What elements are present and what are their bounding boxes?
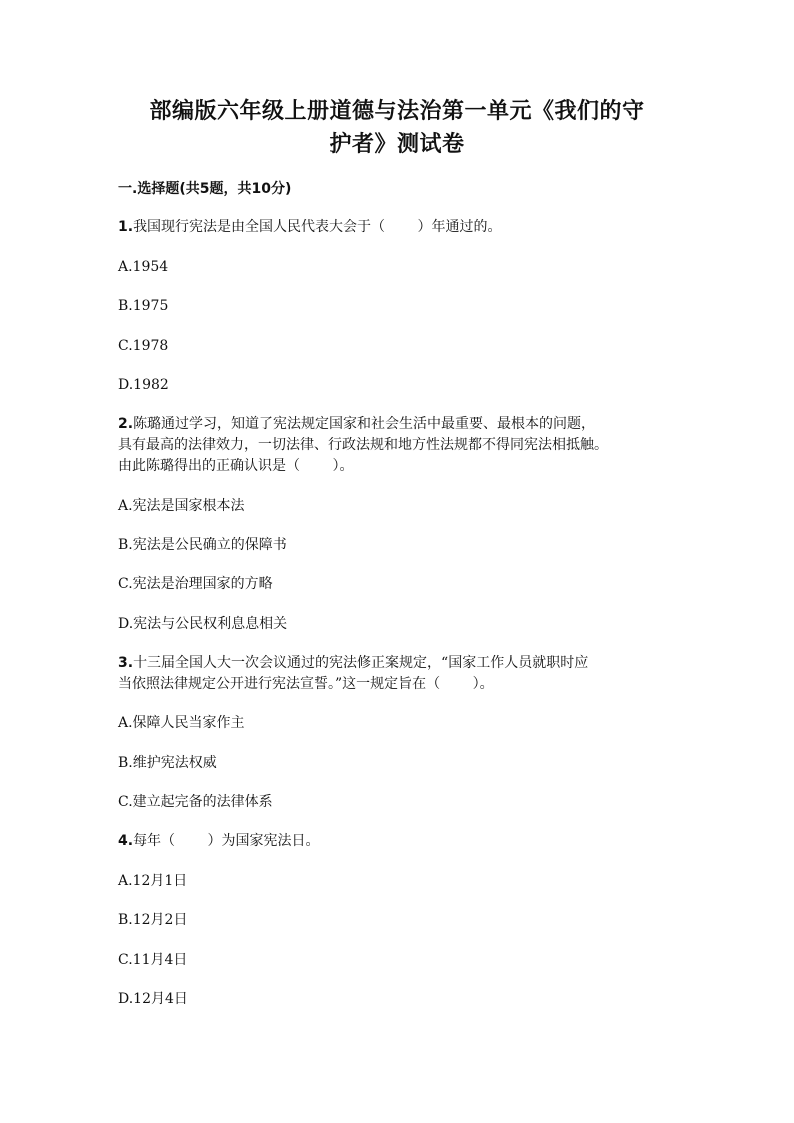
- question-text: 我国现行宪法是由全国人民代表大会于（ ）年通过的。: [133, 219, 502, 235]
- q3-option-a: A.保障人民当家作主: [118, 715, 245, 731]
- q2-option-c: C.宪法是治理国家的方略: [118, 576, 273, 592]
- question-3-line-2: 当依照法律规定公开进行宪法宣誓。”这一规定旨在（ ）。: [118, 676, 494, 692]
- question-2-line-2: 具有最高的法律效力，一切法律、行政法规和地方性法规都不得同宪法相抵触。: [118, 437, 608, 453]
- question-4: [118, 831, 320, 851]
- q2-option-d: D.宪法与公民权利息息相关: [118, 616, 288, 632]
- section-heading: 一.选择题(共5题，共10分): [118, 181, 292, 197]
- q3-option-c: C.建立起完备的法律体系: [118, 794, 273, 810]
- q2-option-a: A.宪法是国家根本法: [118, 498, 245, 514]
- q4-option-d: D.12月4日: [118, 991, 188, 1007]
- question-text-line-1: 十三届全国人大一次会议通过的宪法修正案规定，“国家工作人员就职时应: [133, 655, 589, 671]
- q3-option-b: B.维护宪法权威: [118, 755, 217, 771]
- q2-option-b: B.宪法是公民确立的保障书: [118, 537, 287, 553]
- q4-option-b: B.12月2日: [118, 912, 188, 928]
- question-text: 每年（ ）为国家宪法日。: [133, 833, 320, 849]
- document-title-line-1: 部编版六年级上册道德与法治第一单元《我们的守: [149, 99, 645, 124]
- question-number: 1.: [118, 219, 134, 235]
- q4-option-a: A.12月1日: [118, 873, 188, 889]
- question-number: 3.: [118, 655, 134, 671]
- question-2: [118, 414, 595, 434]
- q1-option-d: D.1982: [118, 377, 169, 393]
- question-1: [118, 217, 502, 237]
- question-3: [118, 653, 588, 673]
- q1-option-c: C.1978: [118, 338, 169, 354]
- document-title-line-2: 护者》测试卷: [329, 132, 465, 157]
- q1-option-b: B.1975: [118, 298, 169, 314]
- question-text-line-1: 陈璐通过学习，知道了宪法规定国家和社会生活中最重要、最根本的问题，: [133, 416, 596, 432]
- q1-option-a: A.1954: [118, 259, 169, 275]
- q4-option-c: C.11月4日: [118, 952, 188, 968]
- question-2-line-3: 由此陈璐得出的正确认识是（ ）。: [118, 458, 354, 474]
- question-number: 4.: [118, 833, 134, 849]
- question-number: 2.: [118, 416, 134, 432]
